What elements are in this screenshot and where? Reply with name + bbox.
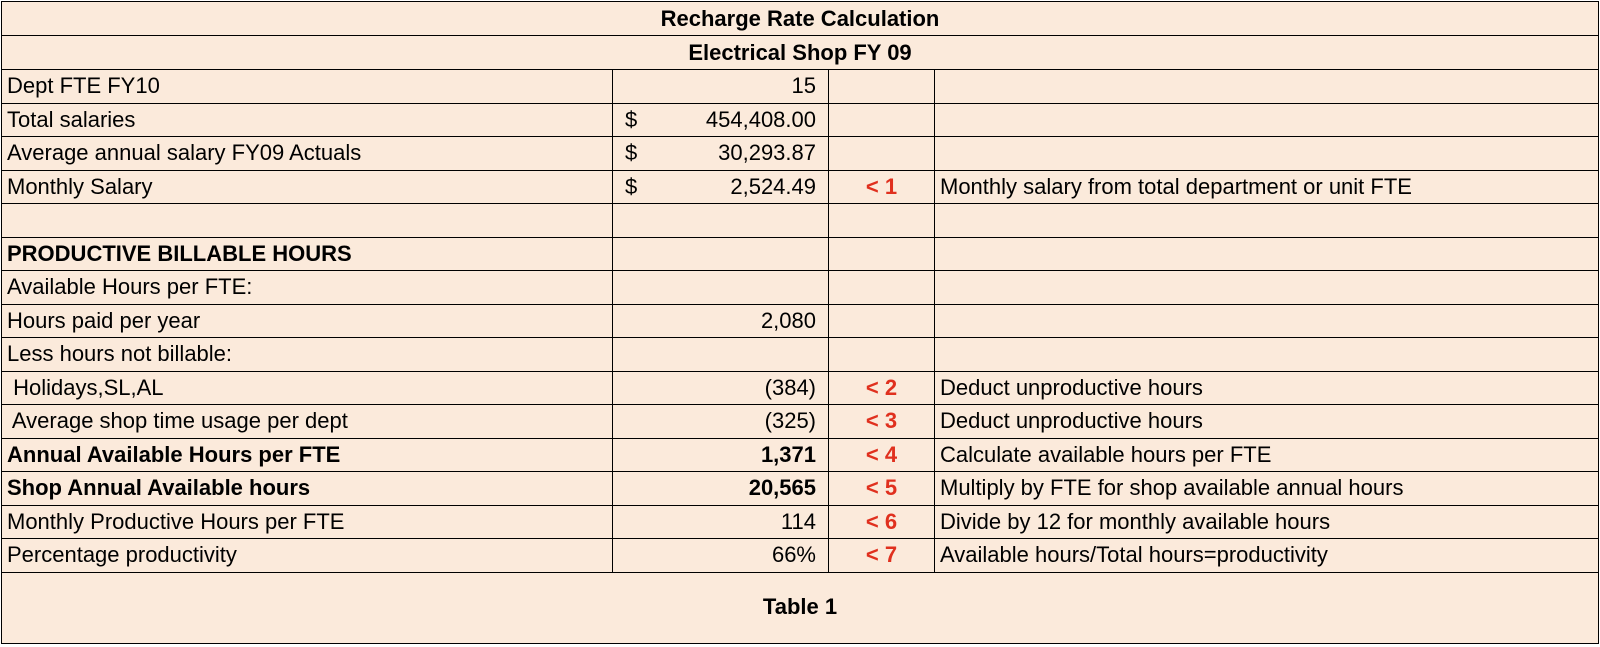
row-value: (384) bbox=[764, 374, 816, 400]
step-marker bbox=[829, 271, 935, 304]
section-heading: PRODUCTIVE BILLABLE HOURS bbox=[2, 238, 613, 271]
row-label: Average annual salary FY09 Actuals bbox=[2, 137, 613, 170]
table-row bbox=[2, 439, 1598, 473]
row-value-cell bbox=[613, 137, 829, 170]
row-label: Hours paid per year bbox=[2, 305, 613, 338]
row-note: Calculate available hours per FTE bbox=[940, 441, 1272, 467]
step-marker: < 2 bbox=[829, 372, 935, 405]
table-row bbox=[2, 171, 1598, 205]
step-marker: < 3 bbox=[829, 405, 935, 438]
step-marker: < 7 bbox=[829, 539, 935, 572]
table-row bbox=[2, 104, 1598, 138]
row-label: Total salaries bbox=[2, 104, 613, 137]
row-note bbox=[935, 104, 1598, 137]
row-value: 1,371 bbox=[760, 441, 816, 467]
row-note bbox=[935, 204, 1598, 237]
row-note bbox=[935, 238, 1598, 271]
step-marker: < 4 bbox=[829, 439, 935, 472]
row-value: 114 bbox=[780, 508, 816, 534]
table-row bbox=[2, 338, 1598, 372]
row-value: 2,080 bbox=[760, 307, 816, 333]
table-row bbox=[2, 472, 1598, 506]
step-marker bbox=[829, 338, 935, 371]
table-row bbox=[2, 305, 1598, 339]
table-row bbox=[2, 539, 1598, 573]
row-value: 15 bbox=[791, 73, 816, 99]
row-label: Annual Available Hours per FTE bbox=[2, 439, 613, 472]
row-value-cell bbox=[613, 472, 829, 505]
row-value-cell bbox=[613, 338, 829, 371]
step-marker: < 5 bbox=[829, 472, 935, 505]
row-value-cell bbox=[613, 70, 829, 103]
step-marker bbox=[829, 204, 935, 237]
currency-symbol: $ bbox=[625, 106, 638, 132]
row-label: Less hours not billable: bbox=[2, 338, 613, 371]
row-value: 2,524.49 bbox=[730, 173, 816, 199]
row-note: Available hours/Total hours=productivity bbox=[940, 542, 1328, 568]
row-label: Monthly Salary bbox=[2, 171, 613, 204]
row-value-cell bbox=[613, 506, 829, 539]
row-note: Multiply by FTE for shop available annual hours bbox=[940, 475, 1404, 501]
row-label: Dept FTE FY10 bbox=[2, 70, 613, 103]
row-label: Monthly Productive Hours per FTE bbox=[2, 506, 613, 539]
row-note: Deduct unproductive hours bbox=[940, 408, 1203, 434]
row-label: Available Hours per FTE: bbox=[2, 271, 613, 304]
row-note: Deduct unproductive hours bbox=[940, 374, 1203, 400]
table-row bbox=[2, 238, 1598, 272]
table-row bbox=[2, 137, 1598, 171]
row-value-cell bbox=[613, 372, 829, 405]
step-marker bbox=[829, 238, 935, 271]
table-subtitle: Electrical Shop FY 09 bbox=[2, 36, 1598, 70]
step-marker bbox=[829, 305, 935, 338]
table-row bbox=[2, 372, 1598, 406]
row-note bbox=[935, 338, 1598, 371]
row-value: 66% bbox=[771, 542, 816, 568]
row-note bbox=[935, 70, 1598, 103]
step-marker bbox=[829, 70, 935, 103]
table-row bbox=[2, 405, 1598, 439]
table-row bbox=[2, 70, 1598, 104]
row-label: Shop Annual Available hours bbox=[2, 472, 613, 505]
row-note bbox=[935, 305, 1598, 338]
currency-symbol: $ bbox=[625, 173, 638, 199]
row-label: Holidays,SL,AL bbox=[2, 372, 613, 405]
row-label: Percentage productivity bbox=[2, 539, 613, 572]
row-value-cell bbox=[613, 104, 829, 137]
recharge-rate-table bbox=[1, 1, 1599, 644]
table-title: Recharge Rate Calculation bbox=[2, 2, 1598, 36]
row-value-cell bbox=[613, 171, 829, 204]
row-note: Monthly salary from total department or unit FTE bbox=[940, 173, 1412, 199]
step-marker bbox=[829, 137, 935, 170]
row-value-cell bbox=[613, 539, 829, 572]
row-value: 30,293.87 bbox=[718, 140, 816, 166]
table-row bbox=[2, 204, 1598, 238]
row-value-cell bbox=[613, 305, 829, 338]
row-note: Divide by 12 for monthly available hours bbox=[940, 508, 1331, 534]
row-note bbox=[935, 137, 1598, 170]
table-row bbox=[2, 271, 1598, 305]
row-value-cell bbox=[613, 238, 829, 271]
row-value-cell bbox=[613, 204, 829, 237]
row-note bbox=[935, 271, 1598, 304]
row-value: 454,408.00 bbox=[705, 106, 816, 132]
row-value: (325) bbox=[764, 408, 816, 434]
step-marker: < 6 bbox=[829, 506, 935, 539]
row-value: 20,565 bbox=[748, 475, 816, 501]
row-value-cell bbox=[613, 271, 829, 304]
row-label: Average shop time usage per dept bbox=[2, 405, 613, 438]
row-value-cell bbox=[613, 405, 829, 438]
row-label bbox=[2, 204, 613, 237]
table-caption: Table 1 bbox=[762, 593, 838, 619]
row-value-cell bbox=[613, 439, 829, 472]
step-marker bbox=[829, 104, 935, 137]
step-marker: < 1 bbox=[829, 171, 935, 204]
table-row bbox=[2, 506, 1598, 540]
currency-symbol: $ bbox=[625, 140, 638, 166]
